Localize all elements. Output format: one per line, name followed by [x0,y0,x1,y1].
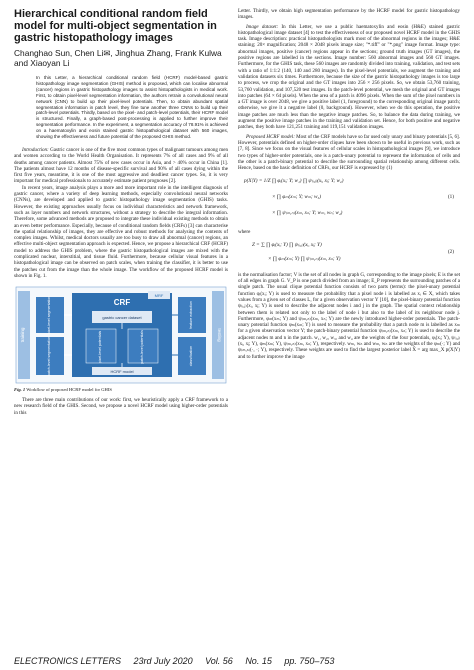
abstract: In this Letter, a hierarchical conditional random field (HCRF) model-based gastric histopathology image segmentation (GHIS) method is proposed, which can localise abnormal (cancer) regions in gastric histopathology images to assist histopathologists in medical work. First, to obtain pixel-level segmentation information, the authors retrain a convolutional neural network (CNN) to build up their pixel-level potentials. Then, to obtain abundant spatial segmentation information in patch level, they fine tune another three CNNs to build up their patch-level potentials. Thirdly, based on the pixel- and patch-level potentials, their HCRF model is structured. Finally, a graph-based post-processing is applied to further improve their segmentation performance. In the experiment, a segmentation accuracy of 78.91% is achieved on a haematoxylin and eosin stained gastric histopathological dataset with 560 images, showing the effectiveness and future potential of the proposed GHIS method. [36,75,228,140]
hcrf-heading: Proposed HCRF model: [246,133,295,140]
eq2-number: (2) [447,248,454,255]
right-box-2-label: classification [189,346,193,367]
eq1-line-1: p(X|Y) = 1/Z ∏ φᵢ(xᵢ; Y; w₁) ∏ ψ₍ᵢ,ⱼ₎(xᵢ, xⱼ; Y; w₂) [244,178,344,185]
eq2-line-2: × ∏ φₘ(xₘ; Y) ∏ ψ₍ₘ,ₙ₎(xₘ, xₙ; Y) [268,255,341,262]
dataset-text: In this Letter, we use a public haematoxylin and eosin (H&E) stained gastric histopathological image dataset [4] to test the effectiveness of our proposed novel HCRF model in the GHIS task. Image description: practical histopathologists mark most of the abnormal regions in the images; H&E staining; 20× magnification; 2048 × 2048 pixels image size; "*.tiff" or "*.png" image format. Image type: abnormal images, positive (cancer) regions appear in the sections; ground truth images (GT images), the positive regions are labelled in the sections. Image number: 560 abnormal images and 560 GT images. Furthermore, for the GHIS task, these 560 images are randomly divided into training, validation, and test sets with a ratio of 1:1:2 (140, 140 and 280 images). In the pixel-level potentials, we augment the training and validation datasets six times. Furthermore, because the size of the gastric histopathology images is too large to process, we crop the original and the GT images into 256 × 256 pixels. So, we obtain 53,760 training, 53,760 validation, and 107,520 test images. In the patch-level potential, we mesh the original and GT images into patches (64 × 64 pixels). When the area of a patch is 4096 pixels. When the sum of the pixel numbers in a GT image is over 2048, we give a positive label (1, foreground) to the corresponding original image patch; otherwise, we give it a negative label (0, background). However, when we do this operation, the positive image patches are much less than the negative image patches. So, to balance the data during training, we augment the positive image patches in the training and validation set. Hence, for both positive and negative patches, they both have 121,251 training and 119,151 validation images. [238,23,460,131]
intro-paragraph [14,147,228,185]
dataset-paragraph [238,24,460,131]
journal-name: ELECTRONICS LETTERS [14,656,122,666]
figure-caption [14,387,228,393]
eq1-line-3: × ∏ ψ₍ₘ,ₙ₎(xₘ, xₙ; Y; wₘ, wₙ; w₄) [272,210,343,217]
eq2-line-1: Z = ∑ ∏ φᵢ(xᵢ; Y) ∏ ψ₍ᵢ,ⱼ₎(xᵢ, xⱼ; Y) [252,241,322,248]
dataset-heading: Image dataset: [246,23,279,30]
workflow-diagram [14,285,228,385]
author-list: Changhao Sun, Chen Li✉, Jinghua Zhang, Frank Kulwa and Xiaoyan Li [14,48,222,68]
journal-pages: pp. 750–753 [284,656,335,666]
contributions-paragraph: There are three main contributions of our work: first, we heuristically apply a CRF framework to a new research field of the GHIS. Second, we propose a novel HCRF model using higher-order potentials in this [14,397,228,416]
mrf-label: MRF [154,293,164,299]
testing-label: testing [217,328,222,342]
right-box-1-label: feature extraction [189,301,193,330]
left-box-1-label: pixel-level segmentation [47,295,51,335]
figure-caption-text: Workflow of proposed HCRF model for GHIS [25,387,112,393]
where-label: where [238,229,251,236]
right-column [238,8,460,360]
paper-title: Hierarchical conditional random field model for multi-object segmentation in gastric histopathology images [14,8,217,44]
equation-1 [238,174,460,226]
eq1-line-2: × ∏ φₘ(xₘ; Y; wₘ; w₃) [272,194,322,201]
hcrf-text: Most of the CRF models have so far used only unary and binary potentials [5, 6]. However, potentials defined on higher-order cliques have been shown to be useful in previous work, such as [7, 8]. Since we focus on the visual features of cellular scales in histopathological images [9], we introduce two types of higher-order potentials, one is a patch-unary potential to represent the information of cells and the other is a patch-binary potential to describe the surrounding spatial relationship among different cells. Hence, based on the basic definition of CRFs, our HCRF is expressed by (1) [238,133,460,172]
left-box-2-label: patch-level segmentation [47,336,51,377]
equation-2 [238,239,460,269]
pixel-potentials-label: pixel-level potentials [98,331,102,364]
continuation-paragraph: Letter. Thirdly, we obtain high segmentation performance by the HCRF model for gastric histopathology images. [238,8,460,21]
eq1-number: (1) [447,194,454,201]
body-text: In recent years, image analysis plays a more and more important role in the intelligent diagnosis of gastric cancer, where a variety of deep learning methods, especially convolutional neural networks (CNNs), are developed and applied to gastric histopathology image segmentation (GHIS) tasks. However, the existing approaches usually focus on individual characteristics and network framework, such as layer numbers and network structures, without a strategy to describe the integral information. Therefore, some advanced methods are proposed to integrate these individual existing methods to obtain an even better performance. Especially, because of conditional random fields (CRFs) [3] can characterise the spatial relationship of images, they are effective and robust methods for analysing the contents of complex images. Whilst, medical doctors usually are too busy to draw all abnormal (cancer) regions, an effective multi-object segmentation approach is expected. Hence, we propose a hierarchical CRF (HCRF) model to address the GHIS problem, where the gastric histopathological images are mixed with the complicated nuclear, interstitial, and tissue fluid. Furthermore, because cellular visual features in a histopathological image can be observed on patch scales, when training the classifier, it is better to use the patches cut from the image than the whole image. The workflow of the proposed HCRF model is shown in Fig. 1. [14,184,228,279]
intro-text: Gastric cancer is one of the five most common types of malignant tumours among men and women according to the World Health Organisation. It represents 7% of all cases and 9% of all deaths among cancer patients. Almost 75% of new cases occur in Asia, and > 40% occur in China [1]. The patients almost have 12 months of disease-specific survival and 90% of all cases dying within the first five years, meantime, it is one of the most aggressive and deadliest cancer types. So, it is very important for medical professionals to accurately estimate patient prognoses [2]. [14,146,228,185]
hcrf-model-label: HCRF model [110,369,134,375]
body-paragraph [14,185,228,279]
crf-label: CRF [113,298,131,308]
dataset-label: gastric cancer dataset [102,315,142,321]
journal-date: 23rd July 2020 [133,656,193,666]
journal-footer [14,656,460,666]
journal-issue: No. 15 [245,656,272,666]
figure-1 [14,285,228,385]
journal-volume: Vol. 56 [205,656,233,666]
figure-caption-label: Fig. 1 [14,387,26,393]
hcrf-paragraph [238,134,460,172]
training-label: training [20,327,25,343]
definitions-paragraph: is the normalisation factor; V is the set of all nodes in graph G, corresponding to the image pixels; E is the set of all edges in graph G. V_P is one patch divided from an image; E_P represents the surrounding patches of a single patch. The usual clique potential function consists of two parts (terms): the pixel-unary potential function φᵢ(xᵢ; Y) is used to measure the probability that a pixel node i is labelled as xᵢ ∈ X, which takes values from a given set of classes L, for a given observation vector Y [10], the pixel-binary potential function ψ₍ᵢ,ⱼ₎(xᵢ, xⱼ; Y) is used to describe the adjacent nodes i and j in the graph. The spatial context relationship between them is related not only to the label of node i but also to the label of its neighbour node j. Furthermore, φₘ(xₘ; Y) and ψ₍ₘ,ₙ₎(xₘ, xₙ; Y) are the newly introduced higher-order potentials. The patch-unary potential function φₘ(xₘ; Y) is used to measure the probability that a patch node m is labelled as xₘ for a given observation vector Y; the patch-binary potential function ψ₍ₘ,ₙ₎(xₘ, xₙ; Y) is used to describe the adjacent nodes m and n in the patch. w₁, w₂, w₃, and w₄ are the weights of the four potentials, φᵢ(xᵢ; Y), ψ₍ᵢ,ⱼ₎(xᵢ, xⱼ; Y), φₘ(xₘ; Y), ψ₍ₘ,ₙ₎(xₘ, xₙ; Y), respectively. wₘ, wₙ and wₘ, wₙ are the weights of the φₘ(·; Y) and ψ₍ₘ,ₙ₎(·, ·; Y), respectively. These weights are used to find the largest posterior label X̂ = arg max_X p(X|Y) and to further improve the image [238,271,460,360]
patch-potentials-label: patch-level potentials [140,330,144,365]
left-column [14,8,228,416]
intro-heading: Introduction: [22,146,49,153]
